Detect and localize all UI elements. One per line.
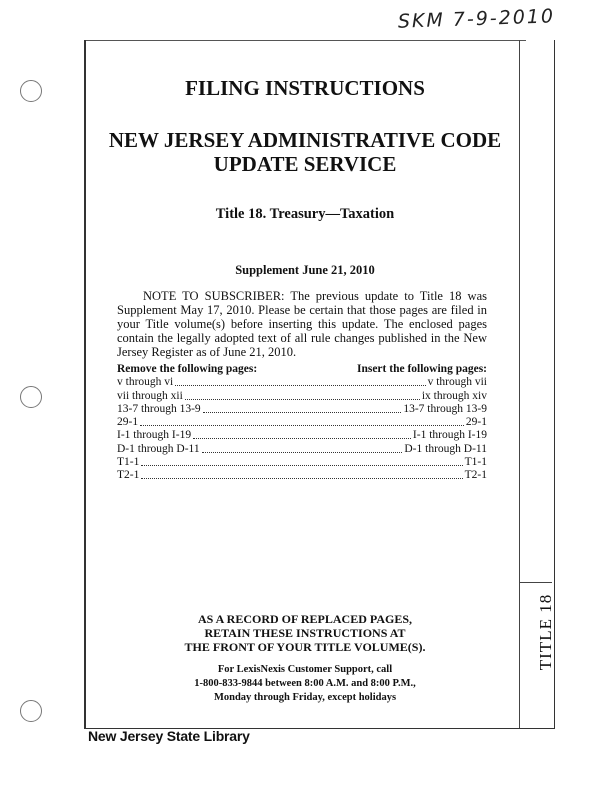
table-headers — [117, 363, 487, 375]
remove-pages: T2-1 — [117, 469, 140, 482]
record-instructions — [90, 612, 520, 654]
binder-hole-bottom — [20, 700, 42, 722]
record-line2: RETAIN THESE INSTRUCTIONS AT — [204, 626, 406, 640]
table-row — [117, 469, 487, 482]
remove-pages: v through vi — [117, 376, 174, 389]
table-row — [117, 389, 487, 402]
remove-pages: D-1 through D-11 — [117, 442, 200, 455]
table-row — [117, 456, 487, 469]
insert-pages: I-1 through I-19 — [412, 429, 487, 442]
remove-header: Remove the following pages: — [117, 363, 258, 375]
dot-leader — [141, 464, 462, 466]
table-row — [117, 442, 487, 455]
remove-pages: vii through xii — [117, 389, 183, 402]
insert-pages: v through vii — [427, 376, 487, 389]
title-tab-label: TITLE 18 — [536, 593, 555, 671]
insert-pages: ix through xiv — [421, 389, 487, 402]
table-row — [117, 429, 487, 442]
record-line1: AS A RECORD OF REPLACED PAGES, — [197, 612, 413, 626]
library-stamp: New Jersey State Library — [88, 728, 250, 744]
support-line1: For LexisNexis Customer Support, call — [217, 664, 393, 675]
insert-pages: T1-1 — [464, 456, 487, 469]
insert-pages: 29-1 — [465, 416, 487, 429]
record-line3: THE FRONT OF YOUR TITLE VOLUME(S). — [184, 640, 426, 654]
service-title-line1: NEW JERSEY ADMINISTRATIVE CODE — [108, 128, 502, 152]
remove-pages: I-1 through I-19 — [117, 429, 192, 442]
page-title: FILING INSTRUCTIONS — [185, 76, 425, 100]
table-row — [117, 376, 487, 389]
dot-leader — [175, 384, 425, 386]
dot-leader — [141, 477, 462, 479]
customer-support — [90, 663, 520, 705]
binder-hole-top — [20, 80, 42, 102]
table-row — [117, 416, 487, 429]
table-row — [117, 403, 487, 416]
service-title — [90, 128, 520, 176]
handwritten-note: SKM 7-9-2010 — [397, 5, 556, 33]
remove-pages: 13-7 through 13-9 — [117, 402, 201, 415]
insert-pages: T2-1 — [464, 469, 487, 482]
dot-leader — [203, 411, 402, 413]
insert-pages: D-1 through D-11 — [404, 442, 487, 455]
support-line2: 1-800-833-9844 between 8:00 A.M. and 8:00 P.M., — [194, 678, 416, 689]
dot-leader — [140, 424, 464, 426]
supplement-date: Supplement June 21, 2010 — [235, 263, 375, 277]
dot-leader — [193, 437, 411, 439]
insert-pages: 13-7 through 13-9 — [403, 402, 487, 415]
service-title-line2: UPDATE SERVICE — [213, 152, 397, 176]
title-subject: Title 18. Treasury—Taxation — [215, 206, 395, 222]
dot-leader — [202, 451, 403, 453]
tab-rule — [519, 582, 552, 583]
support-line3: Monday through Friday, except holidays — [213, 692, 397, 703]
remove-pages: T1-1 — [117, 456, 140, 469]
note-to-subscriber: NOTE TO SUBSCRIBER: The previous update to Title 18 was Supplement May 17, 2010. Please be certain that those pages are filed in your Title volume(s) before inserting this update. The enclosed pages contain the legally adopted text of all rule changes published in the New Jersey Register as of June 21, 2010. — [117, 289, 487, 359]
dot-leader — [185, 398, 420, 400]
insert-header: Insert the following pages: — [356, 363, 487, 375]
binder-hole-middle — [20, 386, 42, 408]
remove-pages: 29-1 — [117, 416, 139, 429]
page-replacement-table — [117, 376, 487, 482]
